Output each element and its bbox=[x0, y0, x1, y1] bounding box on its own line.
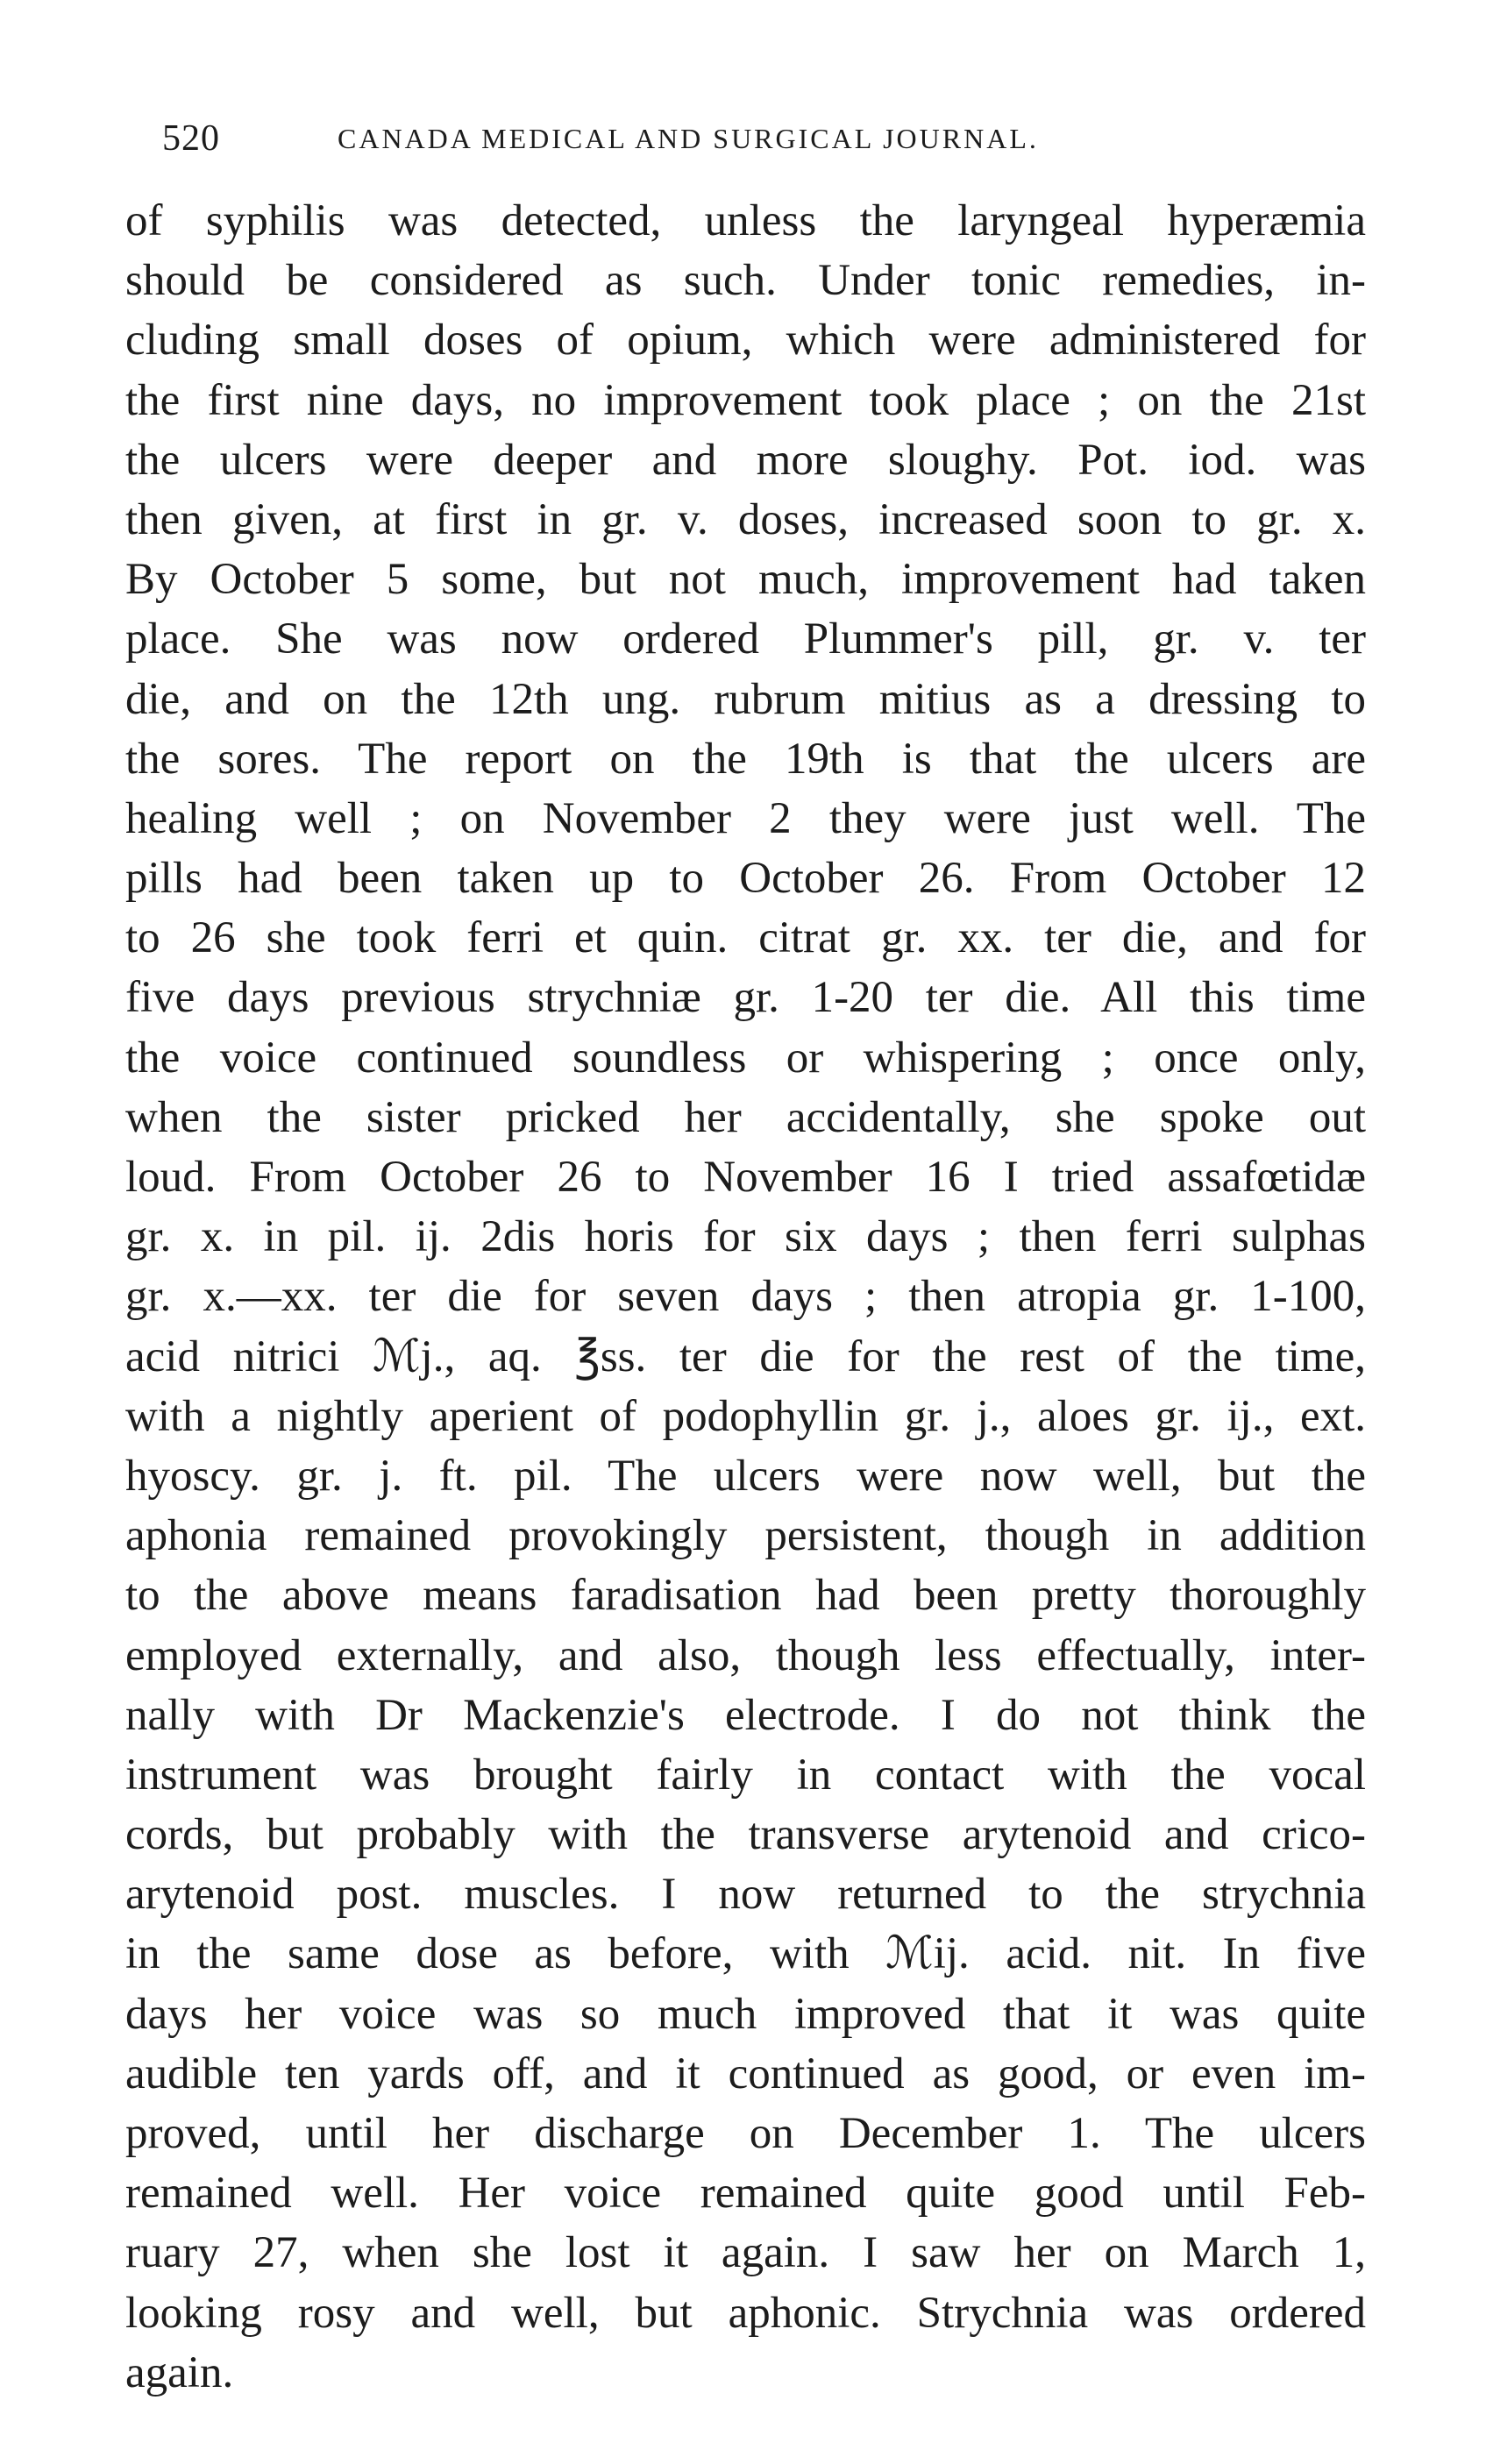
text-line: pills had been taken up to October 26. From October 12 bbox=[125, 854, 1366, 904]
text-line: cluding small doses of opium, which were administered for bbox=[125, 316, 1366, 366]
text-line: to the above means faradisation had been pretty thoroughly bbox=[125, 1571, 1366, 1621]
text-line: nally with Dr Mackenzie's electrode. I do not think the bbox=[125, 1690, 1366, 1740]
text-line: then given, at first in gr. v. doses, increased soon to gr. x. bbox=[125, 494, 1366, 544]
text-line: to 26 she took ferri et quin. citrat gr. xx. ter die, and for bbox=[125, 913, 1366, 963]
text-line: proved, until her discharge on December 1. The ulcers bbox=[125, 2109, 1366, 2158]
text-line: healing well ; on November 2 they were just well. The bbox=[125, 793, 1366, 843]
text-line: arytenoid post. muscles. I now returned to the strychnia bbox=[125, 1870, 1366, 1920]
text-line: instrument was brought fairly in contact with the vocal bbox=[125, 1750, 1366, 1800]
text-line: acid nitrici ℳj., aq. ℥ss. ter die for the rest of the time, bbox=[125, 1331, 1366, 1381]
text-line: cords, but probably with the transverse arytenoid and crico- bbox=[125, 1810, 1366, 1860]
body-paragraph bbox=[125, 191, 1366, 2403]
text-line: the ulcers were deeper and more sloughy. Pot. iod. was bbox=[125, 435, 1366, 485]
text-line: gr. x. in pil. ij. 2dis horis for six days ; then ferri sulphas bbox=[125, 1212, 1366, 1262]
journal-title: CANADA MEDICAL AND SURGICAL JOURNAL. bbox=[338, 123, 1039, 154]
text-line: when the sister pricked her accidentally, she spoke out bbox=[125, 1092, 1366, 1142]
text-line: looking rosy and well, but aphonic. Strychnia was ordered bbox=[125, 2288, 1366, 2338]
text-line: audible ten yards off, and it continued as good, or even im- bbox=[125, 2049, 1366, 2098]
text-line: By October 5 some, but not much, improvement had taken bbox=[125, 555, 1366, 605]
text-line: five days previous strychniæ gr. 1-20 ter die. All this time bbox=[125, 973, 1366, 1023]
page-number: 520 bbox=[162, 118, 220, 159]
text-line: employed externally, and also, though less effectually, inter- bbox=[125, 1630, 1366, 1680]
text-line: again. bbox=[125, 2347, 234, 2397]
text-line: gr. x.—xx. ter die for seven days ; then atropia gr. 1-100, bbox=[125, 1272, 1366, 1322]
text-line: the first nine days, no improvement took place ; on the 21st bbox=[125, 375, 1366, 425]
text-line: of syphilis was detected, unless the laryngeal hyperæmia bbox=[125, 196, 1366, 245]
text-line: should be considered as such. Under tonic remedies, in- bbox=[125, 256, 1366, 306]
text-line: days her voice was so much improved that it was quite bbox=[125, 1989, 1366, 2039]
text-line: loud. From October 26 to November 16 I tried assafœtidæ bbox=[125, 1153, 1366, 1202]
text-line: in the same dose as before, with ℳij. acid. nit. In five bbox=[125, 1929, 1366, 1979]
text-line: ruary 27, when she lost it again. I saw her on March 1, bbox=[125, 2228, 1366, 2278]
text-line: the sores. The report on the 19th is that the ulcers are bbox=[125, 734, 1366, 784]
text-line: the voice continued soundless or whispering ; once only, bbox=[125, 1033, 1366, 1083]
text-line: remained well. Her voice remained quite good until Feb- bbox=[125, 2169, 1366, 2219]
running-head bbox=[162, 112, 1372, 165]
text-line: with a nightly aperient of podophyllin gr. j., aloes gr. ij., ext. bbox=[125, 1391, 1366, 1441]
text-line: hyoscy. gr. j. ft. pil. The ulcers were now well, but the bbox=[125, 1451, 1366, 1501]
text-line: die, and on the 12th ung. rubrum mitius as a dressing to bbox=[125, 674, 1366, 724]
text-line: place. She was now ordered Plummer's pill, gr. v. ter bbox=[125, 614, 1366, 664]
text-line: aphonia remained provokingly persistent, though in addition bbox=[125, 1511, 1366, 1561]
